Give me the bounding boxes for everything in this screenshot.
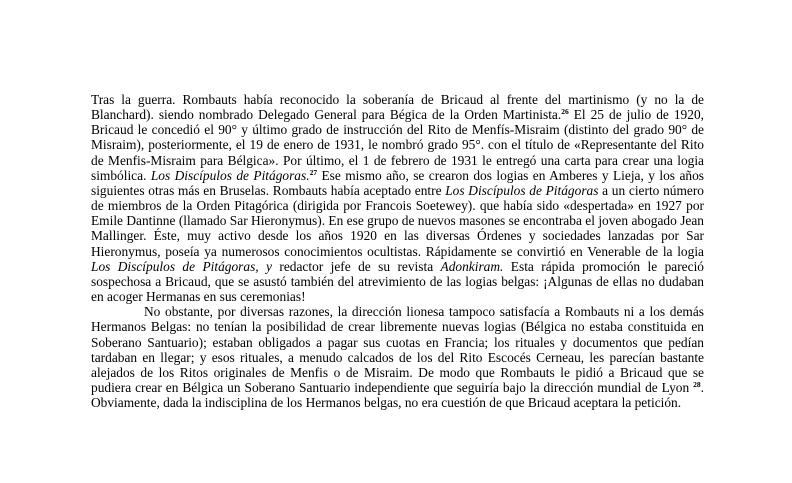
text-run: Esta rápida promoción le pareció sospechosa a Bricaud, que se asustó también del atrevimiento de las logias belgas: ¡Algunas de ellas no dudaban en acoger Hermanas en sus ceremonias! [91,258,704,305]
text-run: redactor jefe de su revista [271,258,441,274]
text-run: No obstante, por diversas razones, la dirección lionesa tampoco satisfacía a Rombauts ni a los demás Hermanos Belgas: no tenían la posibilidad de crear libremente nuevas logias (Bélgica no estaba constituida en Soberano Santuario); estaban obligados a pagar sus cuotas en Francia; los rituales y documentos que pedían tardaban en llegar; y esos rituales, a menudo calcados de los del Rito Escocés Cerneau, les parecían bastante alejados de los Ritos originales de Menfis o de Misraim. De modo que Rombauts le pidió a Bricaud que se pudiera crear en Bélgica un Soberano Santuario independiente que seguiría bajo la dirección mundial de Lyon [91,304,704,395]
paragraph-2 [91,304,704,410]
footnote-ref-28: 28 [693,379,701,389]
text-run: El 25 de julio de 1920, Bricaud le concedió el 90° y último grado de instrucción del Rito de Menfís-Misraim (distinto del grado 90° de Misraim), posteriormente, el 19 de enero de 1931, le nombró grado 95°. con el título de «Representante del Rito de Menfis-Misraim para Bélgica». Por último, el 1 de febrero de 1931 le entregó una carta para crear una logia simbólica. [91,107,704,183]
text-run: a un cierto número de miembros de la Orden Pitagórica (dirigida por Francois Soetewey). que había sido «despertada» en 1927 por Emile Dantinne (llamado Sar Hieronymus). En ese grupo de nuevos masones se encontraba el joven abogado Jean Mallinger. Éste, muy activo desde los años 1920 en las diversas Órdenes y sociedades lanzadas por Sar Hieronymus, poseía ya numerosos conocimientos ocultistas. Rápidamente se convirtió en Venerable de la logia [91,182,704,259]
italic-title: Los Discípulos de Pitágoras, y [91,258,272,274]
document-page [91,92,704,410]
italic-title: Los Discípulos de Pitágoras. [150,167,310,183]
text-run: Ese mismo año, se crearon dos logias en Amberes y Lieja, y los años siguientes otras más en Bruselas. Rombauts había aceptado entre [91,167,704,198]
text-run: Tras la guerra. Rombauts había reconocido la soberanía de Bricaud al frente del martinismo (y no la de Blanchard). siendo nombrado Delegado General para Bégica de la Orden Martinista. [91,92,704,123]
text-run: . Obviamente, dada la indisciplina de los Hermanos belgas, no era cuestión de que Bricaud aceptara la petición. [91,379,704,411]
paragraph-1 [91,92,704,304]
italic-title: Adonkiram. [440,258,504,274]
italic-title: Los Discípulos de Pitágoras [445,182,599,198]
footnote-ref-26: 26 [561,107,569,117]
footnote-ref-27: 27 [309,167,318,177]
